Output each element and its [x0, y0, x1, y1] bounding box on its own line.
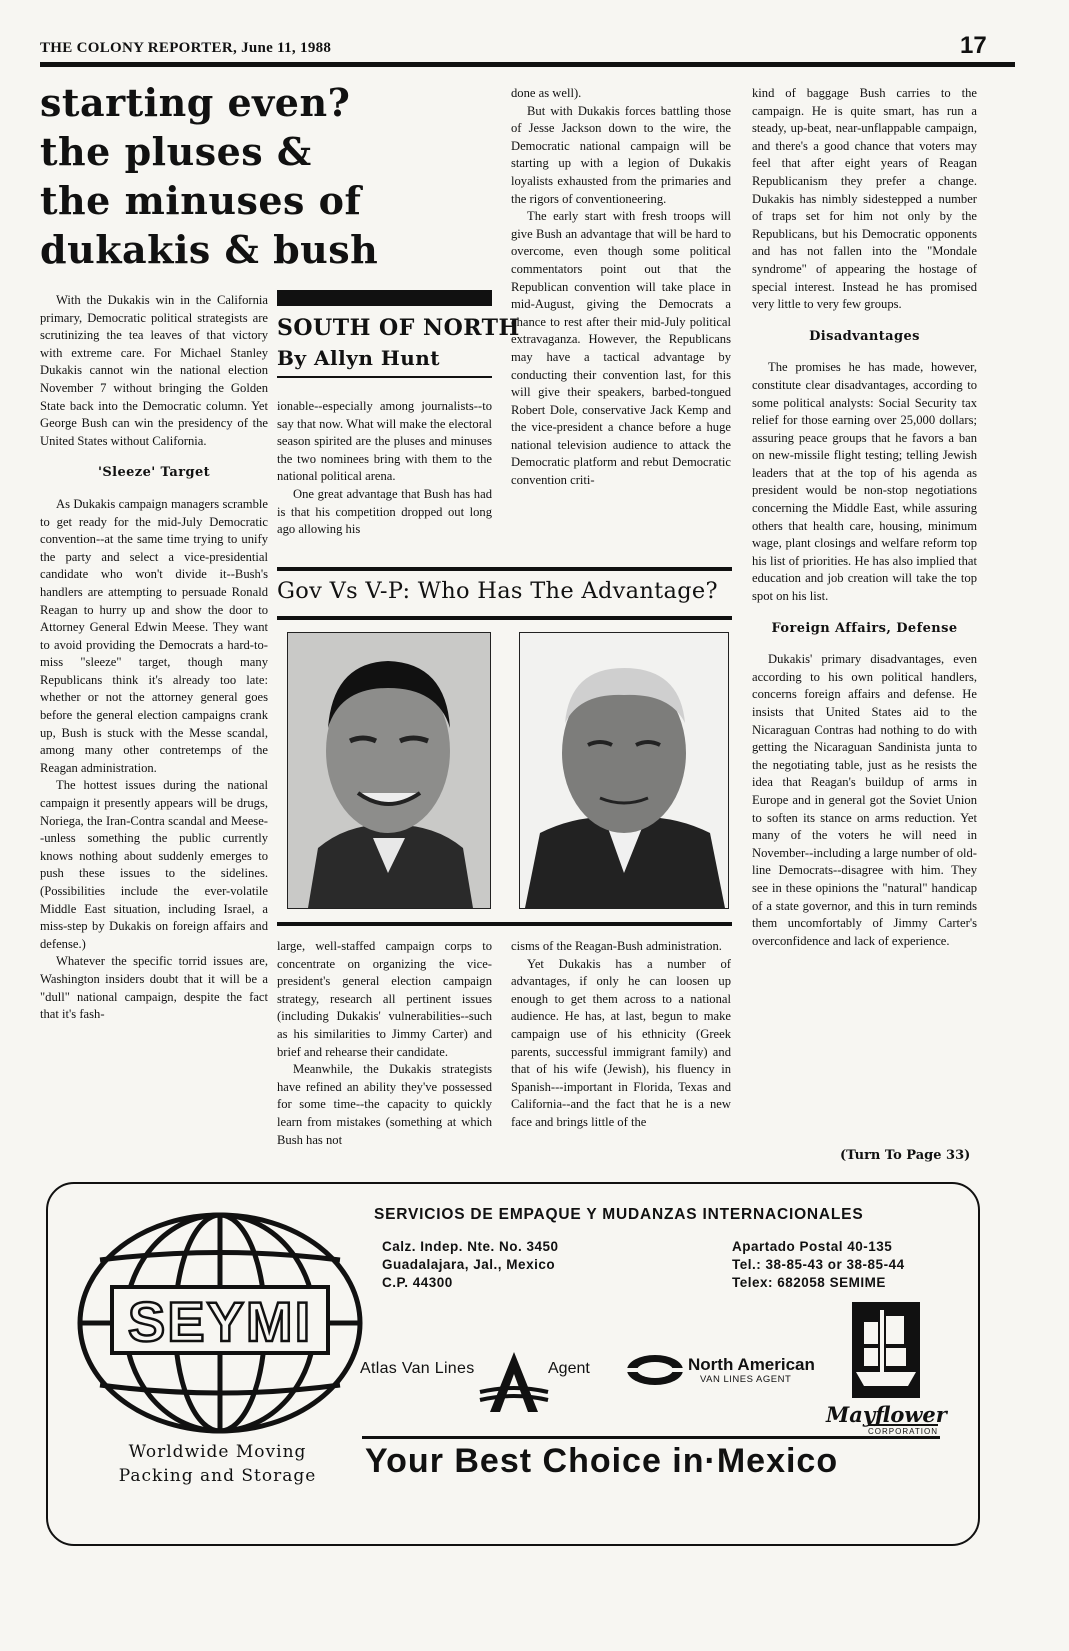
- headline-line-3: the minuses of: [40, 178, 362, 223]
- paragraph: done as well).: [511, 86, 582, 100]
- byline-bar: [277, 290, 492, 306]
- subhead-sleeze: 'Sleeze' Target: [97, 465, 211, 481]
- paragraph: The promises he has made, however, constitute clear disadvantages, according to some political analysts: Social Security tax relief for those earning over 25,000 dollars; assuring peace groups that he favors a ban on new-missile flight testing; telling Jewish leaders that at the top of his agenda as president would be non-stop negotiations concerning the Middle East, while assuring others that health care, housing, minimum wage, plant closings and welfare reform top his list of priorities. He has also implied that education and job creation will take the top spot on his list.: [752, 360, 977, 604]
- tagline-line: Packing and Storage: [118, 1466, 317, 1486]
- masthead-rule: [40, 62, 1015, 67]
- seymi-logo-text: SEYMI: [127, 1290, 313, 1353]
- globe-logo-icon: [70, 1205, 370, 1440]
- paragraph: kind of baggage Bush carries to the campaign. He is quite smart, has run a steady, up-beat, near-unflappable campaign, and there's a good chance that voters may feel that after eight years of Reagan Republicanism they prefer a change. Dukakis has nimbly sidestepped a number of traps set for him not only by the Republicans, but his Democratic opponents and has not fallen into the "Mondale syndrome" of appearing the hostage of special interest. Instead he has promised very little to very few groups.: [752, 86, 977, 312]
- mayflower-corporation: CORPORATION: [868, 1424, 938, 1436]
- ad-title: SERVICIOS DE EMPAQUE Y MUDANZAS INTERNACIONALES: [374, 1206, 864, 1223]
- article-column-1: [40, 292, 268, 1024]
- headline-line-2: the pluses &: [40, 129, 312, 174]
- photo-dukakis: [287, 632, 491, 909]
- paragraph: With the Dukakis win in the California primary, Democratic political strategists are scrutinizing the tea leaves of that victory with extreme care. For Michael Stanley Dukakis cannot win the national election November 7 without bringing the Golden State back into the Democratic column. Yet George Bush can win the presidency of the United States without California.: [40, 293, 268, 448]
- paragraph: Meanwhile, the Dukakis strategists have refined an ability they've possessed for some time--the capacity to quickly learn from mistakes (something at which Bush has not: [277, 1062, 492, 1147]
- paragraph: Yet Dukakis has a number of advantages, if only he can loosen up enough to get them across to a national audience. He has, at last, begun to make campaign use of his ethnicity (Greek parents, successful immigrant family) and that of his wife (Jewish), his fluency in Spanish---important in Florida, Texas and California--and the fact that he is a new face and brings little of the: [511, 956, 731, 1129]
- tagline-line: Worldwide Moving: [128, 1442, 307, 1462]
- article-column-4: [752, 85, 977, 950]
- article-column-2-bottom: [277, 938, 492, 1149]
- atlas-agent-label: Agent: [548, 1360, 590, 1377]
- address-line: Guadalajara, Jal., Mexico: [382, 1257, 556, 1272]
- ad-contact: [732, 1238, 905, 1292]
- address-line: Calz. Indep. Nte. No. 3450: [382, 1239, 559, 1254]
- masthead-paper: THE COLONY REPORTER, June 11, 1988: [40, 40, 332, 56]
- subhead-disadvantages: Disadvantages: [809, 328, 920, 344]
- paragraph: The hottest issues during the national campaign it presently appears will be drugs, Noriega, the Iran-Contra scandal and Meese--unless something the public currently knows nothing about suddenly emerges to push these issues to the sidelines. (Possibilities include the ever-volatile Middle East situation, including Israel, a miss-step by Dukakis on foreign affairs and defense.): [40, 778, 268, 951]
- ad-slogan: Your Best Choice in·Mexico: [365, 1442, 839, 1480]
- column-title: SOUTH OF NORTH: [277, 315, 520, 341]
- ad-address: [382, 1238, 559, 1292]
- article-column-3-top: [511, 85, 731, 490]
- ad-tagline: [115, 1440, 320, 1488]
- portrait-dukakis-image: [288, 633, 490, 908]
- mayflower-label: Mayflower: [826, 1402, 947, 1427]
- portrait-bush-image: [520, 633, 728, 908]
- address-line: C.P. 44300: [382, 1275, 453, 1290]
- article-column-3-bottom: [511, 938, 731, 1132]
- mayflower-ship-icon: [850, 1300, 922, 1400]
- atlas-logo-icon: [478, 1348, 550, 1420]
- paragraph: The early start with fresh troops will give Bush an advantage that will be hard to overcome, even though some political commentators point out that the Republican convention will take place in mid-August, giving the Democrats a chance to rest after their mid-July political extravaganza. However, the Republicans may have a tactical advantage by conducting their convention last, for this will give their speakers, barbed-tongued Robert Dole, conservative Jack Kemp and the vice-president a chance before a huge national television audience to attack the Democratic platform and rebut Democratic convention criti-: [511, 209, 731, 488]
- turn-to-page: (Turn To Page 33): [840, 1148, 971, 1163]
- contact-line: Apartado Postal 40-135: [732, 1239, 893, 1254]
- subhead-foreign-affairs: Foreign Affairs, Defense: [771, 620, 958, 636]
- contact-line: Telex: 682058 SEMIME: [732, 1275, 886, 1290]
- headline-line-1: starting even?: [40, 80, 351, 125]
- section-title: Gov Vs V-P: Who Has The Advantage?: [277, 578, 718, 604]
- paragraph: As Dukakis campaign managers scramble to get ready for the mid-July Democratic convention--at the same time trying to unify the party and select a vice-presidential candidate who won't divide it--Bush's handlers are attempting to persuade Ronald Reagan to hurry up and show the door to Attorney General Edwin Meese. They want to avoid providing the Democrats a hard-to-miss "sleeze" target, though many Republicans think it's already too late: whether or not the attorney general goes before the general election campaigns crank up, Bush is stuck with the Messe scandal, among many other contretemps of the Reagan administration.: [40, 496, 268, 775]
- section-rule-bottom: [277, 616, 732, 620]
- paragraph: large, well-staffed campaign corps to concentrate on organizing the vice-president's general election campaign strategy, research all pertinent issues (including Dukakis' vulnerabilities--such as his similarities to Jimmy Carter) and brief and rehearse their candidate.: [277, 939, 492, 1059]
- north-american-sub: VAN LINES AGENT: [700, 1374, 792, 1385]
- byline-rule: [277, 376, 492, 378]
- contact-line: Tel.: 38-85-43 or 38-85-44: [732, 1257, 905, 1272]
- paragraph: Dukakis' primary disadvantages, even according to his own political handlers, concerns foreign affairs and defense. He insists that United States aid to the Nicaraguan Contras had nothing to do with getting the Nicaraguan Sandinista junta to the negotiating table, just as he resists the idea that Reagan's buildup of arms in Europe and in general got the Soviet Union to soften its stance on arms reduction. Yet many of the voters he will need in November--including a large number of old-line Democrats--disagree with him. They see in these opinions the "natural" handicap of a state governor, and this in turn reminds them uncomfortably of Jimmy Carter's overconfidence and lack of experience.: [752, 652, 977, 948]
- photo-rule: [277, 922, 732, 926]
- headline-line-4: dukakis & bush: [40, 227, 379, 272]
- ad-rule: [362, 1436, 940, 1439]
- headline: [40, 78, 480, 274]
- page-number: 17: [960, 32, 987, 59]
- paragraph: ionable--especially among journalists--to say that now. What will make the electoral season spirited are the pluses and minuses the two nominees bring with them to the national political arena.: [277, 399, 492, 484]
- north-american-logo-icon: [624, 1352, 686, 1388]
- photo-bush: [519, 632, 729, 909]
- north-american-label: North American: [688, 1355, 815, 1374]
- byline-author: By Allyn Hunt: [277, 346, 441, 370]
- paragraph: But with Dukakis forces battling those of Jesse Jackson down to the wire, the Democratic national campaign will be starting up with a legion of Dukakis loyalists exhausted from the primaries and the rigors of conventioneering.: [511, 103, 731, 206]
- section-rule-top: [277, 567, 732, 571]
- paragraph: One great advantage that Bush has had is that his competition dropped out long ago allowing his: [277, 486, 492, 537]
- paragraph: cisms of the Reagan-Bush administration.: [511, 939, 722, 953]
- article-column-2-top: [277, 398, 492, 539]
- paragraph: Whatever the specific torrid issues are, Washington insiders doubt that it will be a "dull" national campaign, despite the fact that it's fash-: [40, 954, 268, 1022]
- atlas-van-lines-label: Atlas Van Lines: [360, 1360, 475, 1377]
